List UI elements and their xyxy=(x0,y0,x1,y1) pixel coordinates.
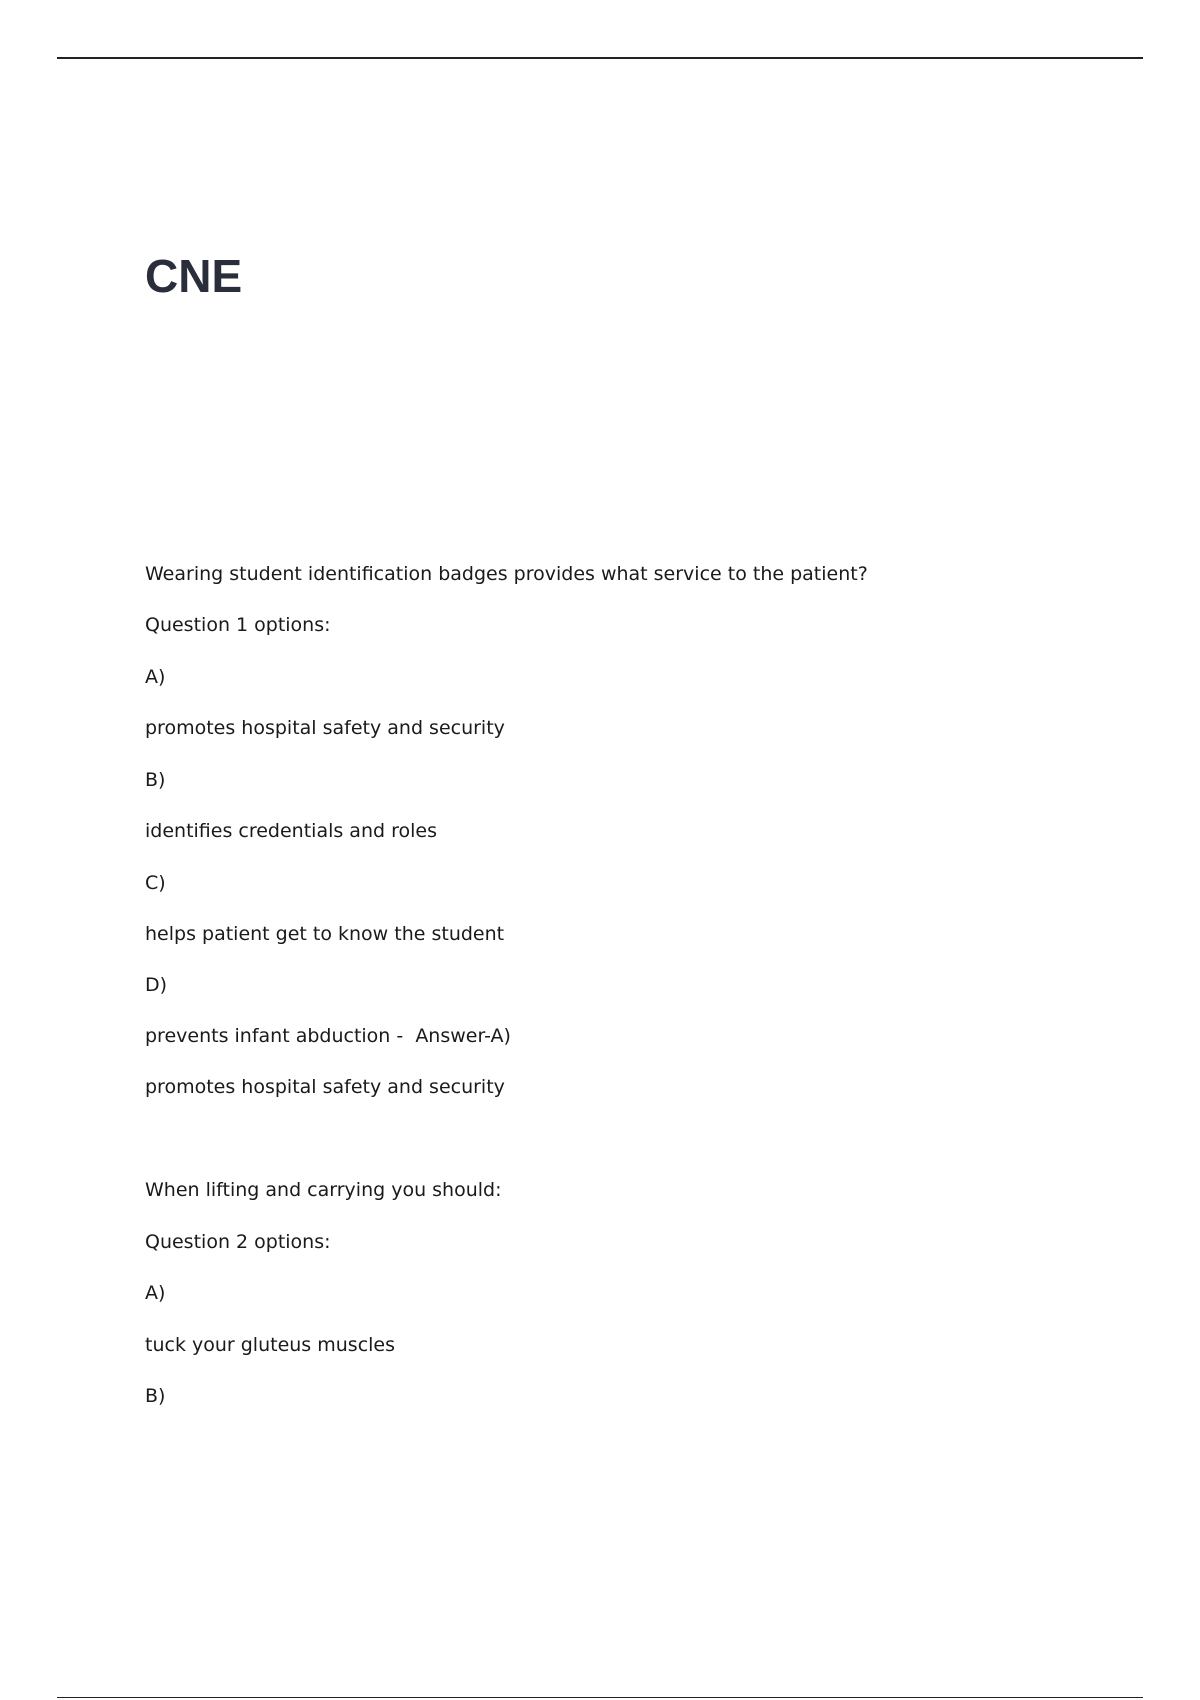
question-2-option-a-letter: A) xyxy=(145,1282,166,1304)
question-1-option-b-text: identifies credentials and roles xyxy=(145,820,437,842)
question-1-option-c-text: helps patient get to know the student xyxy=(145,923,505,945)
question-1-option-c-letter: C) xyxy=(145,872,166,894)
header-rule xyxy=(57,57,1143,59)
footer-rule xyxy=(57,1697,1143,1698)
document-title: CNE xyxy=(145,250,243,302)
question-2-options-label: Question 2 options: xyxy=(145,1231,331,1253)
question-1-option-d-letter: D) xyxy=(145,974,168,996)
question-1-option-a-text: promotes hospital safety and security xyxy=(145,717,505,739)
question-2-option-a-text: tuck your gluteus muscles xyxy=(145,1334,396,1356)
question-1-options-label: Question 1 options: xyxy=(145,614,331,636)
question-1-option-b-letter: B) xyxy=(145,769,166,791)
question-2-option-b-letter: B) xyxy=(145,1385,166,1407)
question-1-text: Wearing student identification badges provides what service to the patient? xyxy=(145,563,868,585)
question-1-answer-text: promotes hospital safety and security xyxy=(145,1076,505,1098)
question-2-text: When lifting and carrying you should: xyxy=(145,1179,502,1201)
question-1-option-d-text-answer: prevents infant abduction - Answer-A) xyxy=(145,1025,511,1047)
question-1-option-a-letter: A) xyxy=(145,666,166,688)
